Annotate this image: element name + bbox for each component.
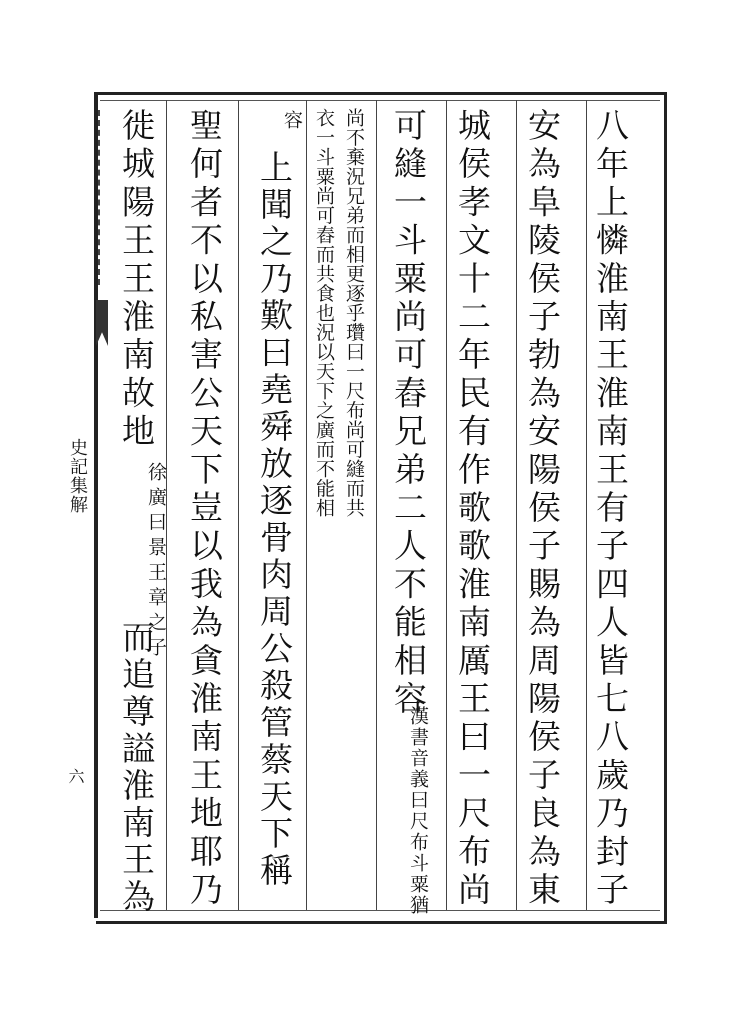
column-rule [306,100,307,910]
annotation-line-b [314,108,333,518]
annotation-text: 漢書音義曰尺布斗粟猶 [407,706,429,916]
annotation-col8-a [145,462,167,662]
main-text: 聖何者不以私害公天下豈以我為貪淮南王地耶乃 [185,108,224,911]
main-text: 徙城陽王王淮南故地 [117,108,156,452]
main-text: 上聞之乃歎曰堯舜放逐骨肉周公殺管蔡天下稱 [255,150,294,890]
page-frame [96,92,667,924]
text-column-2 [523,108,562,911]
main-text: 安為阜陵侯子勃為安陽侯子賜為周陽侯子良為東 [523,108,562,911]
main-text: 城侯孝文十二年民有作歌歌淮南厲王曰一尺布尚 [453,108,492,911]
margin-title: 史記集解 [67,438,88,514]
text-column-8b [117,620,156,916]
annotation-line-a [344,108,363,518]
annotation-text: 容 [281,110,303,132]
column-rule [516,100,517,910]
text-column-7 [185,108,224,911]
column-rule [238,100,239,910]
annotation-right [407,706,429,916]
column-rule [586,100,587,910]
text-column-8 [117,108,156,452]
main-text: 而追尊謚淮南王為 [117,620,156,916]
column-rule [376,100,377,910]
bottom-rule [100,910,660,911]
annotation-text: 衣一斗粟尚可舂而共食也況以天下之廣而不能相 [313,108,335,518]
text-column-6 [255,150,294,890]
annotation-text: 徐廣曰景王章之子 [145,462,167,662]
main-text: 可縫一斗粟尚可舂兄弟二人不能相容 [389,108,428,720]
top-rule [100,100,660,101]
margin-mark [98,110,110,285]
main-text: 八年上憐淮南王淮南王有子四人皆七八歲乃封子 [591,108,630,911]
annotation-text: 尚不棄況兄弟而相更逐乎瓚曰一尺布尚可縫而共 [343,108,365,518]
text-column-4 [389,108,428,720]
column-rule [446,100,447,910]
page-number: 六 [66,768,85,784]
annotation-short [282,110,301,132]
text-column-1 [591,108,630,911]
text-column-3 [453,108,492,911]
